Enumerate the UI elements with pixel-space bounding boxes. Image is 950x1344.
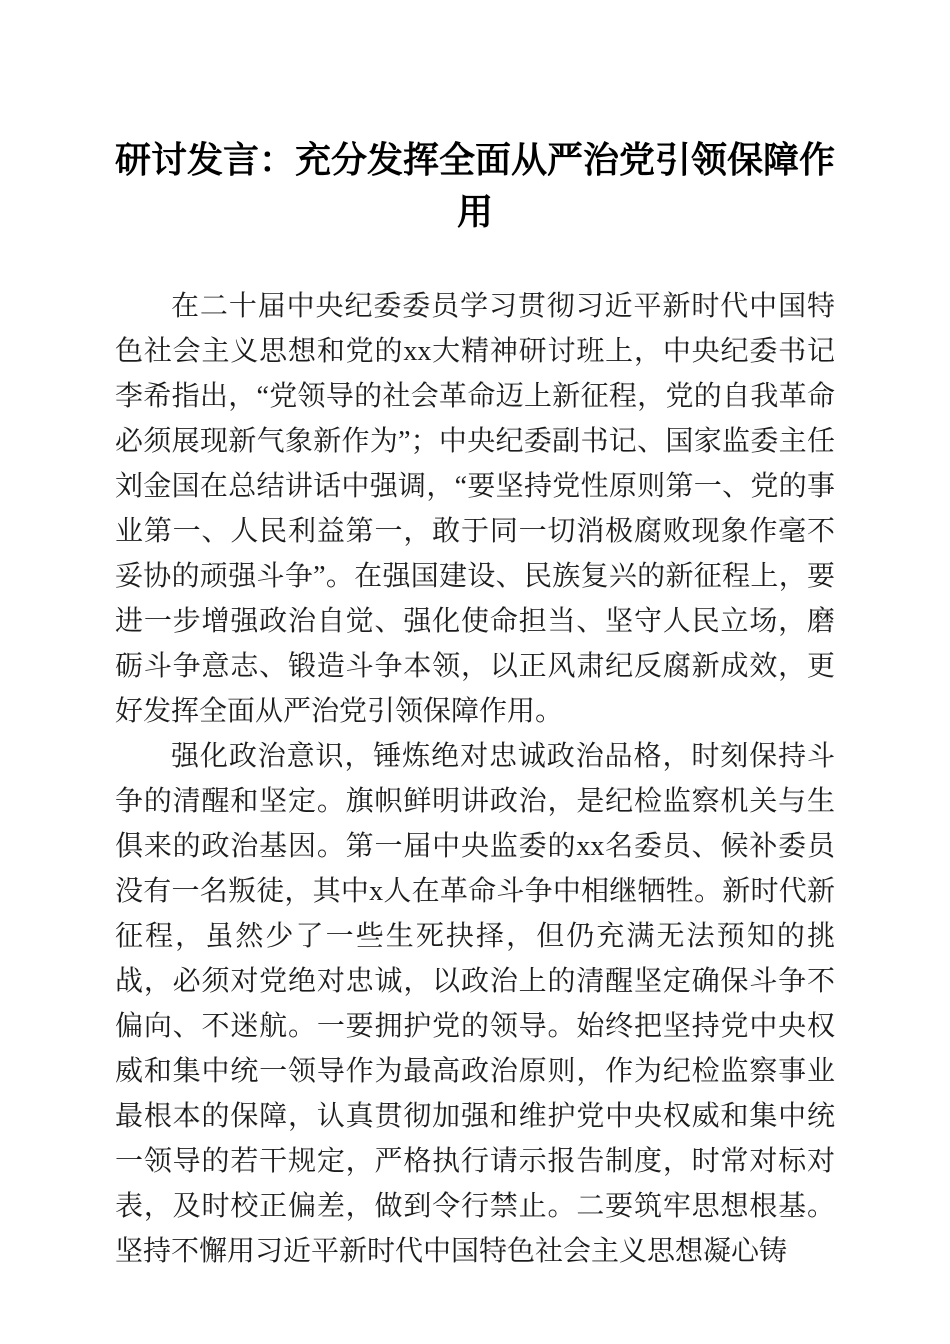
document-title: 研讨发言：充分发挥全面从严治党引领保障作用 xyxy=(115,140,836,232)
paragraph-1: 在二十届中央纪委委员学习贯彻习近平新时代中国特色社会主义思想和党的xx大精神研讨班上，中央纪委书记李希指出，“党领导的社会革命迈上新征程，党的自我革命必须展现新气象新作为”；中央纪委副书记、国家监委主任刘金国在总结讲话中强调，“要坚持党性原则第一、党的事业第一、人民利益第一，敢于同一切消极腐败现象作毫不妥协的顽强斗争”。在强国建设、民族复兴的新征程上，要进一步增强政治自觉、强化使命担当、坚守人民立场，磨砺斗争意志、锻造斗争本领，以正风肃纪反腐新成效，更好发挥全面从严治党引领保障作用。 xyxy=(115,291,835,727)
paragraph-2: 强化政治意识，锤炼绝对忠诚政治品格，时刻保持斗争的清醒和坚定。旗帜鲜明讲政治，是纪检监察机关与生俱来的政治基因。第一届中央监委的xx名委员、候补委员没有一名叛徒，其中x人在革命斗争中相继牺牲。新时代新征程，虽然少了一些生死抉择，但仍充满无法预知的挑战，必须对党绝对忠诚，以政治上的清醒坚定确保斗争不偏向、不迷航。一要拥护党的领导。始终把坚持党中央权威和集中统一领导作为最高政治原则，作为纪检监察事业最根本的保障，认真贯彻加强和维护党中央权威和集中统一领导的若干规定，严格执行请示报告制度，时常对标对表，及时校正偏差，做到令行禁止。二要筑牢思想根基。坚持不懈用习近平新时代中国特色社会主义思想凝心铸 xyxy=(115,741,835,1267)
document-body xyxy=(115,284,835,1274)
